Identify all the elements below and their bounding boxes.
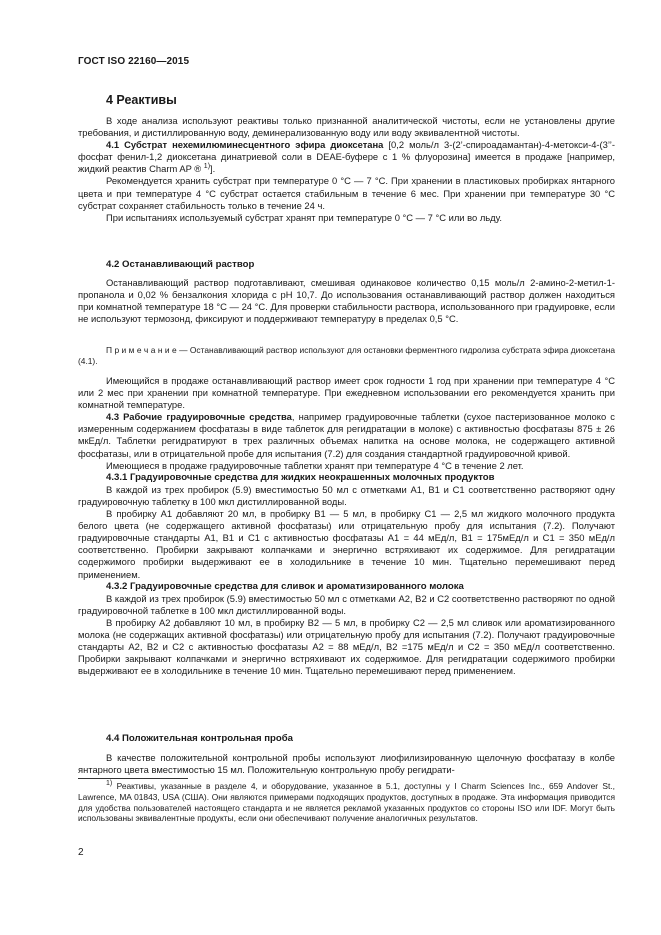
paragraph: Останавливающий раствор подготавливают, смешивая одинаковое количество 0,15 моль/л 2-амино-2-метил-1-пропанола и 0,02 % бензалкония хлорида с pH 10,7. До использования останавливающий раствор должен находиться при комнатной температуре 18 °C — 24 °C. Для проверки стабильности раствора, использованного при градуировке, если не используют термозонд, фиксируют и поддерживают температуру в пределах 0,5 °C. [78,277,615,325]
subsection-title: 4.2 Останавливающий раствор [106,259,255,270]
note-body: — Останавливающий раствор используют для остановки ферментного гидролиза субстрата эфира диоксетана (4.1). [78,345,615,366]
section-4-4 [78,733,615,745]
note-label: П р и м е ч а н и е [106,345,177,355]
paragraph: В ходе анализа используют реактивы только признанной аналитической чистоты, если не установлены другие требования, и дистиллированную воду, деминерализованную воду или воду эквивалентной чистоты. [78,115,615,139]
page-header [78,56,615,67]
paragraph: Рекомендуется хранить субстрат при температуре 0 °C — 7 °C. При хранении в пластиковых пробирках янтарного цвета и при температуре 4 °C субстрат остается стабильным в течение 6 мес. При хранении при температуре 30 °C субстрат сохраняет стабильность только в течение 24 ч. [78,175,615,211]
paragraph-text: , например градуировочные таблетки (сухое пастеризованное молоко с измеренным содержанием фосфатазы в виде таблеток для регидратации в молоке) с активностью фосфатазы 875 ± 26 мкЕд/л. Таблетки регидратируют в трех различных объемах напитка на основе молока, не содержащего активной фосфатазы, или в отрицательной пробе для испытания (7.2) для создания стандартной градуировочной кривой. [78,411,615,459]
paragraph: В качестве положительной контрольной пробы используют лиофилизированную щелочную фосфатазу в колбе янтарного цвета вместимостью 15 мл. Положительную контрольную пробу регидрати- [78,752,615,776]
paragraph-4-3 [78,411,615,459]
section-4-4-body [78,752,615,776]
paragraph: В каждой из трех пробирок (5.9) вместимостью 50 мл с отметками A1, B1 и C1 соответственно растворяют одну градуировочную таблетку в 100 мкл дистиллированной воды. [78,483,615,507]
paragraph: В пробирку A2 добавляют 10 мл, в пробирку B2 — 5 мл, в пробирку C2 — 2,5 мл сливок или ароматизированного молока (не содержащих активной фосфатазы) или отрицательную пробу для испытания (7.2). Получают градуировочные стандарты A2, B2 и C2 с активностью фосфатазы A2 = 88 мЕд/л, B2 =175 мЕд/л и C2 = 350 мЕд/л соответственно. Пробирки закрывают колпачками и энергично встряхивают их содержимое. Для регидратации содержимого пробирки выдерживают ее в холодильнике в течение 10 мин. Тщательно перемешивают перед применением. [78,616,615,677]
subsection-title: 4.3.1 Градуировочные средства для жидких неокрашенных молочных продуктов [106,471,495,483]
footnote-mark: 1) [106,780,113,788]
subsection-title: 4.3.2 Градуировочные средства для сливок и ароматизированного молока [106,580,464,592]
section-4-2 [78,259,615,271]
section-4-body [78,115,615,224]
subsection-heading: 4.3 Рабочие градуировочные средства [106,411,292,423]
paragraph-4-1 [78,139,615,175]
footnote-ref[interactable]: 1) [203,163,211,171]
paragraph: В каждой из трех пробирок (5.9) вместимостью 50 мл с отметками A2, B2 и C2 соответственно растворяют по одной градуировочной таблетке в 100 мкл дистиллированной воды. [78,592,615,616]
document-code: ГОСТ ISO 22160—2015 [78,56,190,67]
section-4-2-body [78,277,615,325]
paragraph: Имеющийся в продаже останавливающий раствор имеет срок годности 1 год при хранении при температуре 4 °C или 2 мес при хранении при комнатной температуре. При ежедневном использовании его рекомендуется хранить при комнатной температуре. [78,375,615,411]
section-4-2-tail [78,375,615,677]
paragraph: Имеющиеся в продаже градуировочные таблетки хранят при температуре 4 °C в течение 2 лет. [106,459,524,471]
paragraph: При испытаниях используемый субстрат хранят при температуре 0 °C — 7 °C или во льду. [106,211,502,223]
subsection-heading: 4.1 Субстрат нехемилюминесцентного эфира диоксетана [106,139,384,151]
note [78,345,615,367]
paragraph-text: ]. [210,163,216,175]
paragraph-text: [0,2 моль/л 3-(2’-спироадамантан)-4-метокси-4-(3’’-фосфат фенил-1,2 диоксетана динатриевой соли в DEAE-буфере с 1 % флуорозина] имеется в продаже [например, жидкий реактив Charm AP ® [78,139,616,175]
subsection-title: 4.4 Положительная контрольная проба [106,733,294,744]
footnote-body: Реактивы, указанные в разделе 4, и оборудование, указанное в 5.1, доступны у I Charm Sciences Inc., 659 Andover St., Lawrence, MA 01843, USA (США). Они являются примерами подходящих продуктов, доступных в продаже. Эта информация приводится для удобства пользователей настоящего стандарта и не является рекламой указанных продуктов со стороны ISO или IDF. Могут быть использованы эквивалентные продукты, если они обеспечивают получение аналогичных результатов. [78,781,615,824]
footnote-text [78,781,615,824]
page-number: 2 [78,847,84,858]
footnote [78,781,615,824]
note-text [78,345,615,367]
section-4 [78,94,615,106]
section-title: 4 Реактивы [106,93,177,107]
footnote-separator [78,778,188,779]
paragraph: В пробирку A1 добавляют 20 мл, в пробирку B1 — 5 мл, в пробирку C1 — 2,5 мл жидкого молочного продукта белого цвета (не содержащего активной фосфатазы) или отрицательную пробу для испытания (7.2). Получают градуировочные стандарты A1, B1 и C1 с активностью фосфатазы A1 = 44 мЕд/л, B1 = 175мЕд/л и C1 = 350 мЕд/л соответственно. Пробирки закрывают колпачками и энергично встряхивают их содержимое. Для регидратации содержимого пробирки выдерживают ее в холодильнике в течение 10 мин. Тщательно перемешивают перед применением. [78,508,615,580]
